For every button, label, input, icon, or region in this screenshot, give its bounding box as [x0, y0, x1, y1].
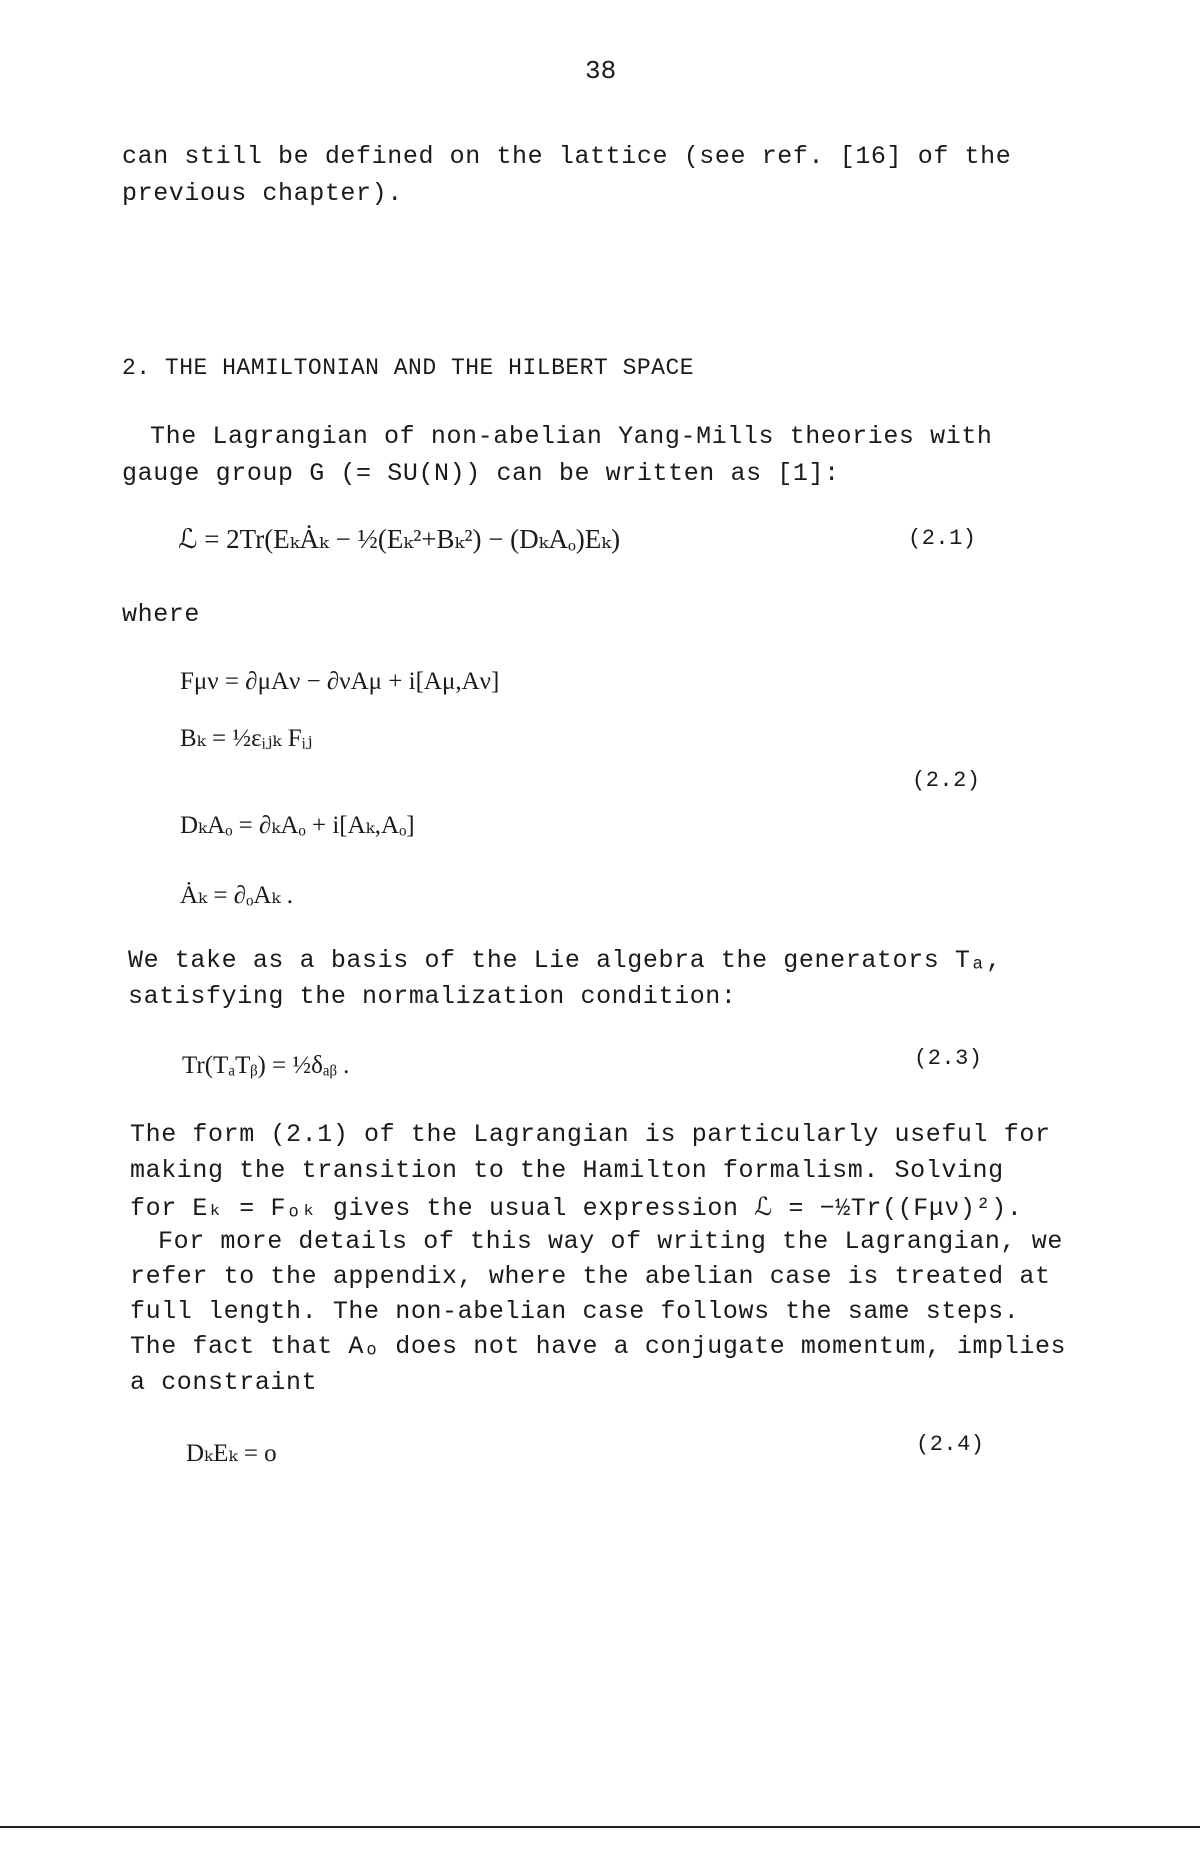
para3-line-4: For more details of this way of writing the Lagrangian, we	[158, 1227, 1063, 1256]
para3-line-5: refer to the appendix, where the abelian case is treated at	[130, 1262, 1051, 1291]
equation-2-2-line-4: Ȧₖ = ∂ₒAₖ .	[180, 882, 294, 909]
page-number: 38	[585, 56, 617, 86]
equation-2-1: ℒ = 2Tr(EₖȦₖ − ½(Eₖ²+Bₖ²) − (DₖAₒ)Eₖ)	[178, 524, 621, 554]
equation-2-4: DₖEₖ = o	[186, 1440, 277, 1467]
equation-number-2-2: (2.2)	[912, 768, 981, 793]
para2-line-1: We take as a basis of the Lie algebra the generators Tₐ,	[128, 946, 1002, 975]
equation-2-2-line-1: Fμν = ∂μAν − ∂νAμ + i[Aμ,Aν]	[180, 668, 500, 695]
para3-line-1: The form (2.1) of the Lagrangian is particularly useful for	[130, 1120, 1051, 1149]
para3-line-6: full length. The non-abelian case follows the same steps.	[130, 1297, 1020, 1326]
equation-2-2-line-2: Bₖ = ½εᵢⱼₖ Fᵢⱼ	[180, 725, 313, 752]
where-label: where	[122, 600, 201, 629]
intro-line-1: can still be defined on the lattice (see ref. [16] of the	[122, 142, 1012, 171]
equation-number-2-1: (2.1)	[908, 526, 977, 551]
page-bottom-rule	[0, 1826, 1200, 1828]
para3-line-3: for Eₖ = Fₒₖ gives the usual expression ℒ = −½Tr((Fμν)²).	[130, 1194, 1023, 1223]
para1-line-1: The Lagrangian of non-abelian Yang-Mills theories with	[150, 422, 993, 451]
para3-line-2: making the transition to the Hamilton formalism. Solving	[130, 1156, 1004, 1185]
section-heading: 2. THE HAMILTONIAN AND THE HILBERT SPACE	[122, 355, 695, 381]
intro-line-2: previous chapter).	[122, 179, 403, 208]
para2-line-2: satisfying the normalization condition:	[128, 982, 737, 1011]
equation-number-2-4: (2.4)	[916, 1432, 985, 1457]
para3-line-8: a constraint	[130, 1368, 318, 1397]
equation-2-2-line-3: DₖAₒ = ∂ₖAₒ + i[Aₖ,Aₒ]	[180, 812, 415, 839]
para3-line-7: The fact that Aₒ does not have a conjugate momentum, implies	[130, 1332, 1067, 1361]
equation-2-3: Tr(TₐTᵦ) = ½δₐᵦ .	[182, 1052, 350, 1079]
equation-number-2-3: (2.3)	[914, 1046, 983, 1071]
para1-line-2: gauge group G (= SU(N)) can be written as [1]:	[122, 459, 840, 488]
